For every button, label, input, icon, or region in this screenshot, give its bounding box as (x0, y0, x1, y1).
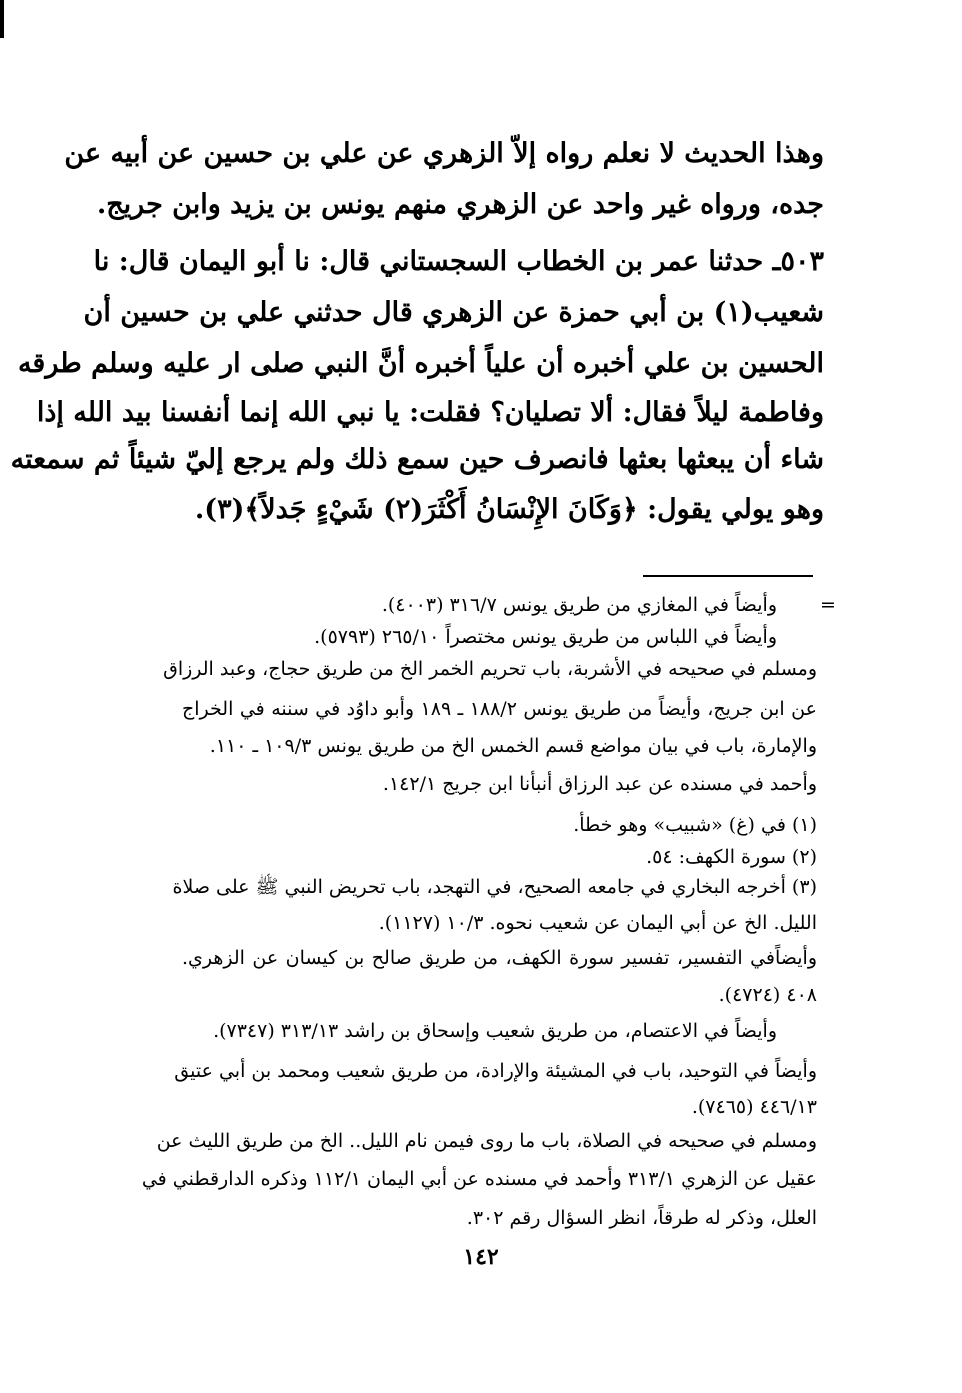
main-line: جده، ورواه غير واحد عن الزهري منهم يونس بن يزيد وابن جريج. (96, 189, 824, 220)
main-line: الحسين بن علي أخبره أن علياً أخبره أنَّ النبي صلى ار عليه وسلم طرقه (17, 348, 824, 379)
main-line: وفاطمة ليلاً فقال: ألا تصليان؟ فقلت: يا نبي الله إنما أنفسنا بيد الله إذا (36, 397, 824, 428)
main-line: وهو يولي يقول: ﴿وَكَانَ الإِنْسَانُ أَكْثَرَ(٢) شَيْءٍ جَدلاً﴾(٣). (194, 494, 824, 525)
footnote-line: وأيضاً في اللباس من طريق يونس مختصراً ٢٦٥/١٠ (٥٧٩٣). (314, 626, 777, 648)
footnote-line: عن ابن جريج، وأيضاً من طريق يونس ١٨٨/٢ ـ ١٨٩ وأبو داوُد في سننه في الخراج (182, 698, 817, 720)
continuation-mark: = (820, 594, 836, 616)
footnote-line: ومسلم في صحيحه في الصلاة، باب ما روى فيمن نام الليل.. الخ من طريق الليث عن (156, 1130, 817, 1152)
footnote-line: (٢) سورة الكهف: ٥٤. (646, 846, 817, 868)
scan-edge-mark (0, 0, 4, 38)
footnote-line: العلل، وذكر له طرقاً، انظر السؤال رقم ٣٠٢. (466, 1207, 817, 1229)
main-line: ٥٠٣ـ حدثنا عمر بن الخطاب السجستاني قال: نا أبو اليمان قال: نا (93, 246, 824, 277)
footnote-line: وأيضاً في المغازي من طريق يونس ٣١٦/٧ (٤٠٠٣). (381, 594, 777, 616)
main-line: شعيب(١) بن أبي حمزة عن الزهري قال حدثني علي بن حسين أن (83, 297, 824, 328)
footnote-line: وأحمد في مسنده عن عبد الرزاق أنبأنا ابن جريج ١٤٢/١. (382, 773, 817, 795)
main-line: شاء أن يبعثها بعثها فانصرف حين سمع ذلك ولم يرجع إليّ شيئاً ثم سمعته (10, 444, 824, 475)
footnote-line: والإمارة، باب في بيان مواضع قسم الخمس الخ من طريق يونس ١٠٩/٣ ـ ١١٠. (209, 735, 817, 757)
footnote-line: وأيضاً في الاعتصام، من طريق شعيب وإسحاق بن راشد ٣١٣/١٣ (٧٣٤٧). (213, 1020, 777, 1042)
footnote-line: وأيضاً في التوحيد، باب في المشيئة والإرادة، من طريق شعيب ومحمد بن أبي عتيق (174, 1060, 817, 1082)
main-line: وهذا الحديث لا نعلم رواه إلاّ الزهري عن علي بن حسين عن أبيه عن (64, 138, 824, 169)
footnote-line: الليل. الخ عن أبي اليمان عن شعيب نحوه. ١٠/٣ (١١٢٧). (378, 912, 817, 934)
footnote-line: عقيل عن الزهري ٣١٣/١ وأحمد في مسنده عن أبي اليمان ١١٢/١ وذكره الدارقطني في (141, 1168, 817, 1190)
footnote-line: ٤٠٨ (٤٧٢٤). (718, 984, 817, 1006)
page-number: ١٤٢ (463, 1244, 499, 1270)
footnote-line: ومسلم في صحيحه في الأشربة، باب تحريم الخمر الخ من طريق حجاج، وعبد الرزاق (163, 658, 817, 680)
footnote-line: (١) في (غ) «شبيب» وهو خطأ. (573, 814, 817, 836)
footnote-line: ٤٤٦/١٣ (٧٤٦٥). (691, 1096, 817, 1118)
footnote-separator (643, 575, 813, 577)
footnote-line: (٣) أخرجه البخاري في جامعه الصحيح، في التهجد، باب تحريض النبي ﷺ على صلاة (172, 876, 817, 898)
footnote-line: وأيضاًفي التفسير، تفسير سورة الكهف، من طريق صالح بن كيسان عن الزهري. (182, 947, 817, 969)
